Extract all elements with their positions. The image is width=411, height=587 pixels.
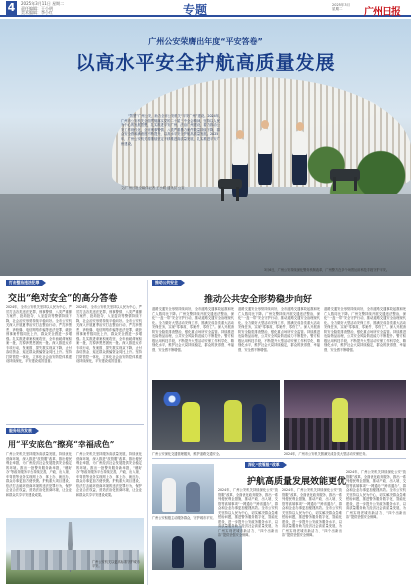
section1-body: 2024年，全市公安机关坚持以人民为中心，严厉打击各类违法犯罪，刑事警情、八类严重暴力案件、抢劫抢夺、入室盗窃等警情持续下降，社会治安形势持续平稳向好。全市公安机关深入开展夏季治安打击整治行动，严打涉黑恶、涉枪爆、电信网络诈骗等违法犯罪，破获刑事案件数同比上升，群众安全感进一步增强。扎实推进命案积案攻坚，全年侦破命案积案一批，打掉涉黑恶团伙一批。深入推进反诈专项行动，发案数、损失数实现双下降，止付冻结资金、返还群众被骗资金同比上升。坚持打防管控一体化，立体化社会治安防控体系建设持续深化，平安建设成效显著。 xyxy=(6,305,72,363)
hero-intro: “智慧”广州公安，助力全市公安机关“平安广州”建设。2024年，广州市公安机关全面贯彻落实党的二十届三中全会精神，坚持以人民为中心的发展思想，扎实推进平安广州、法治广州建设，着力推动公安工作现代化，全市刑事警情、八类严重暴力案件数量持续下降，群众安全感和满意度不断提升，以高水平安全护航高质量发展。2025年，广州公安机关将继续坚定不移推进高质量发展，扎实推进平安广州建设。 xyxy=(121,114,223,146)
divider xyxy=(6,424,144,425)
officer xyxy=(204,538,216,568)
divider xyxy=(152,458,406,459)
officer-vest xyxy=(182,402,200,442)
police-officer xyxy=(292,131,307,185)
section4-body-col2: 2024年，广州公安机关持续深化公安“放管服”改革，全面优化政务服务，推出一系列便民利企措施，推动户政、出入境、交管等高频事项“一网通办”“跨省通办”，群众和企业办事更加便捷高效。全市公安机关坚持以人民为中心，切实解决群众急难愁盼问题，推进警务服务数字化、智能化建设，进一步提升公安政务服务水平，以高质量服务助力经济社会高质量发展，为广州实现老城市新活力、“四个出新出彩”提供坚强安全保障。 xyxy=(282,488,342,537)
hero-caption: 3月6日，广州公安持续深化警务机制改革，广州警方在多个场景运用科技手段守护平安。 xyxy=(264,268,390,272)
section3-title: 用“平安底色”擦亮“幸福成色” xyxy=(8,439,115,449)
officer-vest xyxy=(224,400,242,442)
city-skyline-photo xyxy=(6,518,144,584)
event-security-photo xyxy=(284,380,406,450)
page-number: 4 xyxy=(7,1,16,14)
traffic-police-photo xyxy=(152,380,280,450)
officer xyxy=(162,478,176,512)
event-caption: 2024年，广州市公安机关圆满完成各类大型活动安保任务。 xyxy=(284,452,369,456)
section3-body: 广州公安机关坚持服务高质量发展，持续优化营商环境，深入推进“放管服”改革，推出便民利企举措，为广州经济社会发展提供安全稳定的环境。推出一批警务服务新举措，“穗好办”等政务服务平台持续完善，户政、出入境、车驾管等业务实现网上办、掌上办、就近办，群众办事更加方便快捷。护航重大项目建设，依法打击破坏营商环境的违法犯罪行为，保护企业合法权益，营造法治化营商环境，让企业和群众共享平安建设成果。 xyxy=(6,452,72,497)
section3-kicker: 服务经济发展 xyxy=(6,428,35,434)
hero-byline: 文/广州日报全媒体记者 王小明 通讯员 公宣 xyxy=(121,186,185,190)
newspaper-logo: 广州日报 xyxy=(364,7,400,18)
section4-body: 2024年，广州公安机关持续深化公安“放管服”改革，全面优化政务服务，推出一系列便民利企措施，推动户政、出入境、交管等高频事项“一网通办”“跨省通办”，群众和企业办事更加便捷高效。全市公安机关坚持以人民为中心，切实解决群众急难愁盼问题，推进警务服务数字化、智能化建设，进一步提升公安政务服务水平，以高质量服务助力经济社会高质量发展，为广州实现老城市新活力、“四个出新出彩”提供坚强安全保障。 xyxy=(218,488,278,537)
plaza xyxy=(0,194,411,276)
section4-kicker: 深化“放管服”改革 xyxy=(245,462,283,468)
section1-title: 交出“绝对安全”的高分答卷 xyxy=(8,294,118,304)
section2-body-col3: 道路交通安全形势持续向好，全市道路交通事故起数和死亡人数同比下降。广州交警持续开展交通违法整治，深化“一盔一带”安全守护行动，推动道路交通安全治理现代化。全力做好大型活动安保工作，圆满完成各类重大活动安保任务，实现“零事故、零案件、零伤亡”。深入开展消防安全隐患排查整治，强化重点场所安全监管。持续推进危险物品治理，公共安全风险防范能力不断提升。警方积极运用科技手段，不断提升大型活动安保工作科学化、精细化水平，维护社会大局持续稳定，群众的获得感、幸福感、安全感不断增强。 xyxy=(324,307,406,352)
citizen xyxy=(186,482,200,512)
section2-body: 道路交通安全形势持续向好，全市道路交通事故起数和死亡人数同比下降。广州交警持续开展交通违法整治，深化“一盔一带”安全守护行动，推动道路交通安全治理现代化。全力做好大型活动安保工作，圆满完成各类重大活动安保任务，实现“零事故、零案件、零伤亡”。深入开展消防安全隐患排查整治，强化重点场所安全监管。持续推进危险物品治理，公共安全风险防范能力不断提升。警方积极运用科技手段，不断提升大型活动安保工作科学化、精细化水平，维护社会大局持续稳定，群众的获得感、幸福感、安全感不断增强。 xyxy=(152,307,234,352)
police-officer xyxy=(258,129,272,185)
column-divider xyxy=(147,280,148,585)
publication-date: 2025年3月 星期二 xyxy=(332,3,351,11)
robot-dog xyxy=(330,169,360,181)
officer-vest xyxy=(332,398,348,442)
section2-kicker: 推动公共安全 xyxy=(152,280,181,286)
section4-title: 护航高质量发展效能更优 xyxy=(247,477,347,487)
officer-vest xyxy=(252,404,266,442)
section4-body-col3: 2024年，广州公安机关持续深化公安“放管服”改革，全面优化政务服务，推出一系列便民利企措施，推动户政、出入境、交管等高频事项“一网通办”“跨省通办”，群众和企业办事更加便捷高效。全市公安机关坚持以人民为中心，切实解决群众急难愁盼问题，推进警务服务数字化、智能化建设，进一步提升公安政务服务水平，以高质量服务助力经济社会高质量发展，为广州实现老城市新活力、“四个出新出彩”提供坚强安全保障。 xyxy=(346,470,406,519)
section2-body-col2: 道路交通安全形势持续向好，全市道路交通事故起数和死亡人数同比下降。广州交警持续开展交通违法整治，深化“一盔一带”安全守护行动，推动道路交通安全治理现代化。全力做好大型活动安保工作，圆满完成各类重大活动安保任务，实现“零事故、零案件、零伤亡”。深入开展消防安全隐患排查整治，强化重点场所安全监管。持续推进危险物品治理，公共安全风险防范能力不断提升。警方积极运用科技手段，不断提升大型活动安保工作科学化、精细化水平，维护社会大局持续稳定，群众的获得感、幸福感、安全感不断增强。 xyxy=(238,307,320,352)
section-title: 专题 xyxy=(183,3,208,17)
traffic-caption: 广州公安深化交通管理服务，维护道路交通安全。 xyxy=(152,452,223,456)
masthead xyxy=(0,0,411,17)
hero-supertitle: 广州公安荣膺出年度“平安答卷” xyxy=(148,37,263,46)
section1-body-col2: 2024年，全市公安机关坚持以人民为中心，严厉打击各类违法犯罪，刑事警情、八类严重暴力案件、抢劫抢夺、入室盗窃等警情持续下降，社会治安形势持续平稳向好。全市公安机关深入开展夏季治安打击整治行动，严打涉黑恶、涉枪爆、电信网络诈骗等违法犯罪，破获刑事案件数同比上升，群众安全感进一步增强。扎实推进命案积案攻坚，全年侦破命案积案一批，打掉涉黑恶团伙一批。深入推进反诈专项行动，发案数、损失数实现双下降，止付冻结资金、返还群众被骗资金同比上升。坚持打防管控一体化，立体化社会治安防控体系建设持续深化，平安建设成效显著。 xyxy=(76,305,142,363)
service-caption: 广州公安积极主动服务群众，守护城市平安。 xyxy=(152,516,216,520)
vehicle-lights xyxy=(158,392,186,406)
page-meta: 2025年3月11日 星期二 责任编辑：王小明 美术编辑：李小红 xyxy=(21,1,65,15)
officer xyxy=(172,536,184,568)
section3-body-col2: 广州公安机关坚持服务高质量发展，持续优化营商环境，深入推进“放管服”改革，推出便民利企举措，为广州经济社会发展提供安全稳定的环境。推出一批警务服务新举措，“穗好办”等政务服务平台持续完善，户政、出入境、车驾管等业务实现网上办、掌上办、就近办，群众办事更加方便快捷。护航重大项目建设，依法打击破坏营商环境的违法犯罪行为，保护企业合法权益，营造法治化营商环境，让企业和群众共享平安建设成果。 xyxy=(76,452,142,497)
robot-dog xyxy=(218,179,242,189)
service-window-photo xyxy=(152,464,214,514)
city-caption: 广州公安机关以更高标准守护城市平安。 xyxy=(92,560,140,568)
hero-headline: 以高水平安全护航高质量发展 xyxy=(75,52,336,74)
section2-title: 推动公共安全形势稳步向好 xyxy=(204,295,313,305)
section1-kicker: 打击整治违法犯罪 xyxy=(6,280,42,286)
